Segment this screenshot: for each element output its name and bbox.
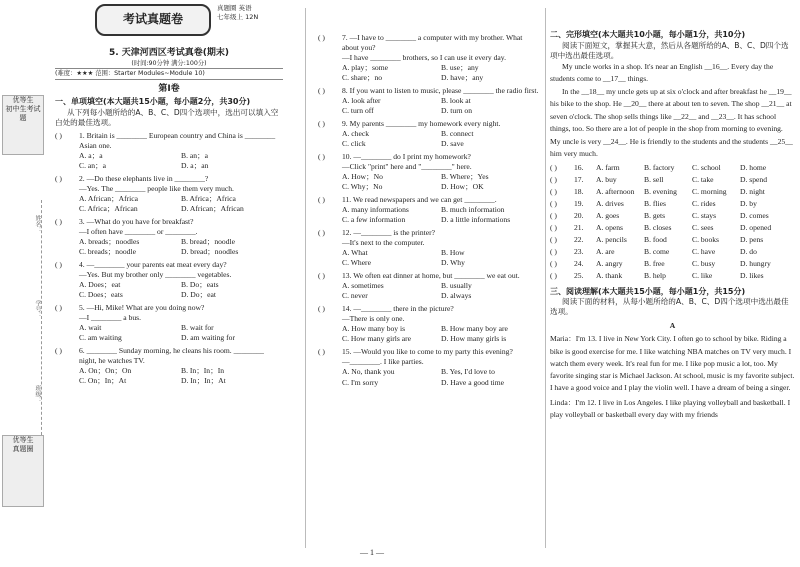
option[interactable]: A. afternoon: [596, 186, 635, 196]
question-stem: [318, 304, 540, 314]
option-list: [318, 129, 540, 149]
answer-bracket[interactable]: ( ): [550, 258, 557, 268]
question-stem: [55, 260, 283, 270]
option[interactable]: C. school: [692, 162, 721, 172]
section-1-questions: [55, 131, 283, 386]
option[interactable]: B. look at: [441, 96, 471, 106]
answer-bracket[interactable]: ( ): [550, 198, 557, 208]
option[interactable]: C. morning: [692, 186, 727, 196]
answer-bracket[interactable]: ( ): [55, 346, 62, 356]
option-list: [318, 281, 540, 301]
answer-bracket[interactable]: ( ): [55, 217, 62, 227]
option-list: [55, 237, 283, 257]
answer-bracket[interactable]: ( ): [55, 173, 62, 183]
time-info: (时间:90分钟 满分:100分): [131, 59, 207, 67]
question-text: 15. —Would you like to come to my party this evening?: [342, 347, 513, 357]
section-3-instructions: 阅读下面的材料，从每小题所给的A、B、C、D四个选项中选出最佳选项。: [550, 297, 789, 317]
cloze-option-row: [550, 211, 795, 221]
question: [55, 174, 283, 214]
section-3-title: 三、阅读理解(本大题共15小题，每小题1分，共15分): [550, 286, 746, 296]
margin-badge-top: [2, 95, 44, 155]
answer-bracket[interactable]: ( ): [550, 246, 557, 256]
cloze-options: [550, 163, 795, 281]
cloze-option-row: [550, 199, 795, 209]
question-response: —I ________ a bus.: [79, 313, 142, 323]
cloze-paragraph: My uncle works in a shop. It's near an English __16__. Every day the students come to __17__ things.: [550, 61, 774, 84]
answer-bracket[interactable]: ( ): [318, 86, 325, 96]
badge-bottom-sub: 真题圈: [12, 445, 34, 454]
difficulty-info: (难度：★★★ 范围：Starter Modules~Module 10): [55, 68, 283, 80]
option[interactable]: B. Africa；Africa: [181, 194, 236, 204]
option[interactable]: C. share；no: [342, 73, 383, 83]
question-stem: [318, 33, 540, 53]
question-text: 8. If you want to listen to music, please ________ the radio first.: [342, 86, 539, 96]
option[interactable]: B. come: [644, 246, 670, 256]
option[interactable]: D. save: [441, 139, 464, 149]
option[interactable]: B. flies: [644, 198, 666, 208]
column-2: [318, 30, 540, 388]
option[interactable]: A. farm: [596, 162, 620, 172]
option[interactable]: D. do: [740, 246, 757, 256]
option[interactable]: A. a；a: [79, 150, 103, 160]
answer-bracket[interactable]: ( ): [550, 162, 557, 172]
option[interactable]: B. gets: [644, 210, 666, 220]
option[interactable]: A. goes: [596, 210, 620, 220]
cloze-number: 20.: [574, 210, 584, 220]
cloze-number: 16.: [574, 162, 584, 172]
question-text: 12. —________ is the printer?: [342, 228, 436, 238]
section-1-instructions: 从下列每小题所给的A、B、C、D四个选项中，选出可以填入空白处的最佳选项。: [55, 107, 279, 127]
question: [55, 131, 283, 171]
question: [55, 346, 283, 386]
answer-bracket[interactable]: ( ): [318, 33, 325, 42]
question-stem: [55, 303, 283, 313]
option[interactable]: D. opened: [740, 222, 772, 232]
option[interactable]: B. How: [441, 248, 465, 258]
option[interactable]: A. drives: [596, 198, 624, 208]
option[interactable]: D. bread；noodles: [181, 247, 239, 257]
option[interactable]: D. hungry: [740, 258, 771, 268]
option[interactable]: D. night: [740, 186, 765, 196]
column-3: [550, 30, 795, 421]
question-response: —Yes. But my brother only ________ vegetables.: [79, 270, 232, 280]
name-field-label: 姓名：: [34, 215, 41, 233]
option[interactable]: D. turn on: [441, 106, 473, 116]
option[interactable]: B. much information: [441, 205, 505, 215]
option[interactable]: A. play；some: [342, 63, 388, 73]
option-list: [55, 366, 283, 386]
option[interactable]: C. am waiting: [79, 333, 122, 343]
option[interactable]: B. an；a: [181, 150, 208, 160]
question: [55, 217, 283, 257]
option[interactable]: B. use；any: [441, 63, 479, 73]
option[interactable]: A. many informations: [342, 205, 409, 215]
option[interactable]: B. connect: [441, 129, 474, 139]
option[interactable]: C. take: [692, 174, 714, 184]
question-text: 14. —________ there in the picture?: [342, 304, 454, 314]
class-field-label: 班级：: [34, 385, 41, 403]
option[interactable]: B. closes: [644, 222, 672, 232]
question-text: 3. —What do you have for breakfast?: [79, 217, 194, 227]
section-2-instructions: 阅读下面短文，掌握其大意，然后从各题所给的A、B、C、D四个选项中选出最佳选项。: [550, 40, 789, 60]
option[interactable]: B. evening: [644, 186, 677, 196]
option[interactable]: D. How many girls is: [441, 334, 507, 344]
cloze-option-row: [550, 235, 795, 245]
option-list: [318, 63, 540, 83]
answer-bracket[interactable]: ( ): [318, 271, 325, 281]
passage-linda: Linda：I'm 12. I live in Los Angeles. I like playing volleyball and basketball. I play volleyball or basketball every day with my friends: [550, 398, 791, 420]
option[interactable]: C. I'm sorry: [342, 377, 379, 387]
id-field-label: 学号：: [34, 300, 41, 318]
option[interactable]: D. How；OK: [441, 182, 484, 192]
option[interactable]: A. How many boy is: [342, 324, 406, 334]
edition: 12N: [245, 13, 259, 22]
option[interactable]: A. On；On；On: [79, 366, 132, 376]
option[interactable]: D. African；African: [181, 204, 244, 214]
option-list: [55, 194, 283, 214]
answer-bracket[interactable]: ( ): [318, 347, 325, 357]
option[interactable]: B. Where；Yes: [441, 172, 489, 182]
option[interactable]: D. always: [441, 291, 472, 301]
option-list: [318, 248, 540, 268]
question-text: 4. —________ your parents eat meat every day?: [79, 260, 227, 270]
option-list: [318, 172, 540, 192]
option[interactable]: C. books: [692, 234, 720, 244]
option[interactable]: C. Does；eats: [79, 290, 123, 300]
option[interactable]: A. check: [342, 129, 369, 139]
question: [318, 347, 540, 387]
answer-bracket[interactable]: ( ): [550, 174, 557, 184]
answer-bracket[interactable]: ( ): [318, 304, 325, 314]
option-list: [318, 96, 540, 116]
option[interactable]: D. have；any: [441, 73, 484, 83]
question: [318, 86, 540, 116]
option[interactable]: B. free: [644, 258, 665, 268]
question: [318, 33, 540, 83]
option[interactable]: C. busy: [692, 258, 716, 268]
option[interactable]: D. a little informations: [441, 215, 511, 225]
question-stem: [55, 346, 283, 366]
answer-bracket[interactable]: ( ): [550, 222, 557, 232]
question: [318, 271, 540, 301]
column-divider: [545, 8, 546, 548]
question-text: 11. We read newspapers and we can get ________.: [342, 195, 497, 205]
option[interactable]: A. pencils: [596, 234, 627, 244]
option[interactable]: D. Why: [441, 258, 465, 268]
question: [55, 303, 283, 343]
answer-bracket[interactable]: ( ): [55, 260, 62, 270]
option[interactable]: A. angry: [596, 258, 623, 268]
header-meta: [217, 4, 258, 22]
question-stem: [318, 152, 540, 162]
question-response: —It's next to the computer.: [342, 238, 425, 248]
option[interactable]: A. opens: [596, 222, 623, 232]
option[interactable]: D. In；In；At: [181, 376, 226, 386]
option[interactable]: B. Yes, I'd love to: [441, 367, 495, 377]
question: [318, 304, 540, 344]
option[interactable]: A. look after: [342, 96, 381, 106]
question: [318, 228, 540, 268]
passage-maria: Maria：I'm 13. I live in New York City. I often go to school by bike. Riding a bike is good exercise for me. I like watching NBA matches on TV very much. I watch them every week. It's real fun for me. I like pop music a lot, too. My favorite singing star is Michael Jackson. At school, music is my favorite subject. I have a good voice and I play the violin well. I have a dream of being a singer.: [550, 334, 795, 393]
option[interactable]: A. buy: [596, 174, 617, 184]
cloze-option-row: [550, 163, 795, 173]
option[interactable]: B. How many boy are: [441, 324, 508, 334]
question-stem: [55, 131, 283, 151]
option[interactable]: B. wait for: [181, 323, 214, 333]
option[interactable]: A. What: [342, 248, 368, 258]
cloze-option-row: [550, 259, 795, 269]
cloze-number: 23.: [574, 246, 584, 256]
part-1-title: 第Ⅰ卷: [158, 84, 180, 95]
option[interactable]: A. How；No: [342, 172, 383, 182]
badge-bottom-label: 优等生: [12, 436, 34, 444]
option[interactable]: D. comes: [740, 210, 769, 220]
option[interactable]: C. an；a: [79, 160, 106, 170]
cloze-option-row: [550, 223, 795, 233]
question-text: 6. ________ Sunday morning, he cleans his room. ________ night, he watches TV.: [79, 346, 264, 366]
question-response: —I have ________ brothers, so I can use it every day.: [342, 53, 506, 63]
question-response: —Click "print" here and "________" here.: [342, 162, 472, 172]
cloze-option-row: [550, 175, 795, 185]
option[interactable]: D. am waiting for: [181, 333, 235, 343]
option[interactable]: A. Does；eat: [79, 280, 121, 290]
question: [55, 260, 283, 300]
option[interactable]: B. factory: [644, 162, 675, 172]
cloze-number: 25.: [574, 270, 584, 280]
series-name: 真题圈: [217, 4, 237, 12]
cloze-number: 21.: [574, 222, 584, 232]
option[interactable]: D. Do；eat: [181, 290, 217, 300]
answer-bracket[interactable]: ( ): [318, 152, 325, 162]
option[interactable]: A. breads；noodles: [79, 237, 140, 247]
cloze-number: 19.: [574, 198, 584, 208]
question-text: 5. —Hi, Mike! What are you doing now?: [79, 303, 205, 313]
option-list: [318, 205, 540, 225]
answer-bracket[interactable]: ( ): [318, 195, 325, 205]
option-list: [55, 151, 283, 171]
answer-bracket[interactable]: ( ): [550, 234, 557, 244]
page-number: — 1 —: [360, 548, 384, 557]
column-divider: [305, 8, 306, 548]
grade: 七年级上: [217, 13, 243, 22]
cloze-paragraph: In the __18__ my uncle gets up at six o'clock and after breakfast he __19__ his bike to the shop. He __20__ there at about ten to seven. The shop __21__ at seven o'clock. The shop sells things like __22__ and __23__. It has school things, too. So there are a lot of people in the shop from morning to evening. My uncle is very __24__. He is friendly to the students and the students __25__ him very much.: [550, 86, 793, 159]
option[interactable]: D. pens: [740, 234, 764, 244]
option[interactable]: C. Where: [342, 258, 371, 268]
option[interactable]: B. bread；noodle: [181, 237, 235, 247]
option[interactable]: C. How many girls are: [342, 334, 411, 344]
option[interactable]: B. help: [644, 270, 666, 280]
column-1: [55, 0, 283, 386]
option[interactable]: C. turn off: [342, 106, 374, 116]
option[interactable]: A. thank: [596, 270, 623, 280]
option[interactable]: C. click: [342, 139, 366, 149]
option-list: [55, 280, 283, 300]
question-stem: [318, 195, 540, 205]
question-stem: [318, 347, 540, 357]
question: [318, 119, 540, 149]
option[interactable]: C. On；In；At: [79, 376, 127, 386]
option[interactable]: A. are: [596, 246, 615, 256]
answer-bracket[interactable]: ( ): [550, 270, 557, 280]
option[interactable]: C. like: [692, 270, 713, 280]
option[interactable]: C. have: [692, 246, 716, 256]
answer-bracket[interactable]: ( ): [550, 210, 557, 220]
option[interactable]: D. spend: [740, 174, 767, 184]
question-text: 9. My parents ________ my homework every night.: [342, 119, 501, 129]
question-stem: [55, 217, 283, 227]
question-text: 7. —I have to ________ a computer with my brother. What about you?: [342, 33, 523, 53]
option[interactable]: A. African；Africa: [79, 194, 139, 204]
option[interactable]: D. a；an: [181, 160, 209, 170]
badge-top-sub: 初中生考试题: [5, 105, 41, 123]
option[interactable]: A. sometimes: [342, 281, 384, 291]
question: [318, 152, 540, 192]
brand-logo: 考试真题卷: [95, 4, 211, 36]
option[interactable]: B. In；In；In: [181, 366, 225, 376]
option[interactable]: C. breads；noodle: [79, 247, 136, 257]
option-list: [318, 367, 540, 387]
section-1-questions-cont: [318, 33, 540, 388]
cut-line: [41, 200, 42, 440]
answer-bracket[interactable]: ( ): [550, 186, 557, 196]
binding-margin: [0, 0, 50, 567]
cloze-number: 17.: [574, 174, 584, 184]
option[interactable]: C. a few information: [342, 215, 406, 225]
option[interactable]: D. home: [740, 162, 767, 172]
question-text: 13. We often eat dinner at home, but ________ we eat out.: [342, 271, 520, 281]
question-response: —There is only one.: [342, 314, 405, 324]
cloze-number: 18.: [574, 186, 584, 196]
cloze-option-row: [550, 187, 795, 197]
section-2-title: 二、完形填空(本大题共10小题，每小题1分，共10分): [550, 30, 746, 39]
option[interactable]: D. Have a good time: [441, 377, 505, 387]
option[interactable]: B. Do；eats: [181, 280, 219, 290]
question: [318, 195, 540, 225]
question-text: 2. —Do these elephants live in ________?: [79, 173, 209, 183]
test-title: 5. 天津河西区考试真卷(期末): [108, 48, 230, 58]
question-response: —I often have ________ or ________.: [79, 227, 198, 237]
option[interactable]: C. Why；No: [342, 182, 383, 192]
question-text: 1. Britain is ________ European country and China is ________ Asian one.: [79, 130, 276, 150]
option[interactable]: C. sees: [692, 222, 714, 232]
cloze-number: 24.: [574, 258, 584, 268]
answer-bracket[interactable]: ( ): [318, 228, 325, 238]
cloze-number: 22.: [574, 234, 584, 244]
header: [55, 4, 283, 48]
question-stem: [318, 119, 540, 129]
option[interactable]: A. wait: [79, 323, 102, 333]
question-stem: [318, 271, 540, 281]
option[interactable]: C. rides: [692, 198, 716, 208]
question-stem: [318, 86, 540, 96]
badge-top-label: 优等生: [12, 96, 34, 104]
option[interactable]: A. No, thank you: [342, 367, 395, 377]
question-text: 10. —________ do I print my homework?: [342, 152, 471, 162]
option[interactable]: D. by: [740, 198, 757, 208]
margin-badge-bottom: [2, 435, 44, 507]
cloze-option-row: [550, 247, 795, 257]
answer-bracket[interactable]: ( ): [55, 303, 62, 313]
option[interactable]: B. usually: [441, 281, 472, 291]
answer-bracket[interactable]: ( ): [318, 119, 325, 129]
question-response: —________. I like parties.: [342, 357, 424, 367]
option-list: [55, 323, 283, 343]
option[interactable]: B. sell: [644, 174, 664, 184]
question-stem: [55, 174, 283, 184]
question-response: —Yes. The ________ people like them very much.: [79, 184, 234, 193]
option[interactable]: C. Africa；African: [79, 204, 138, 214]
option[interactable]: D. likes: [740, 270, 764, 280]
subject: 英语: [238, 4, 252, 12]
option[interactable]: C. never: [342, 291, 368, 301]
option[interactable]: B. food: [644, 234, 667, 244]
cloze-option-row: [550, 271, 795, 281]
question-stem: [318, 228, 540, 238]
answer-bracket[interactable]: ( ): [55, 130, 62, 140]
passage-label: A: [669, 321, 676, 331]
section-1-title: 一、单项填空(本大题共15小题，每小题2分，共30分): [55, 97, 251, 107]
option-list: [318, 324, 540, 344]
option[interactable]: C. stays: [692, 210, 717, 220]
